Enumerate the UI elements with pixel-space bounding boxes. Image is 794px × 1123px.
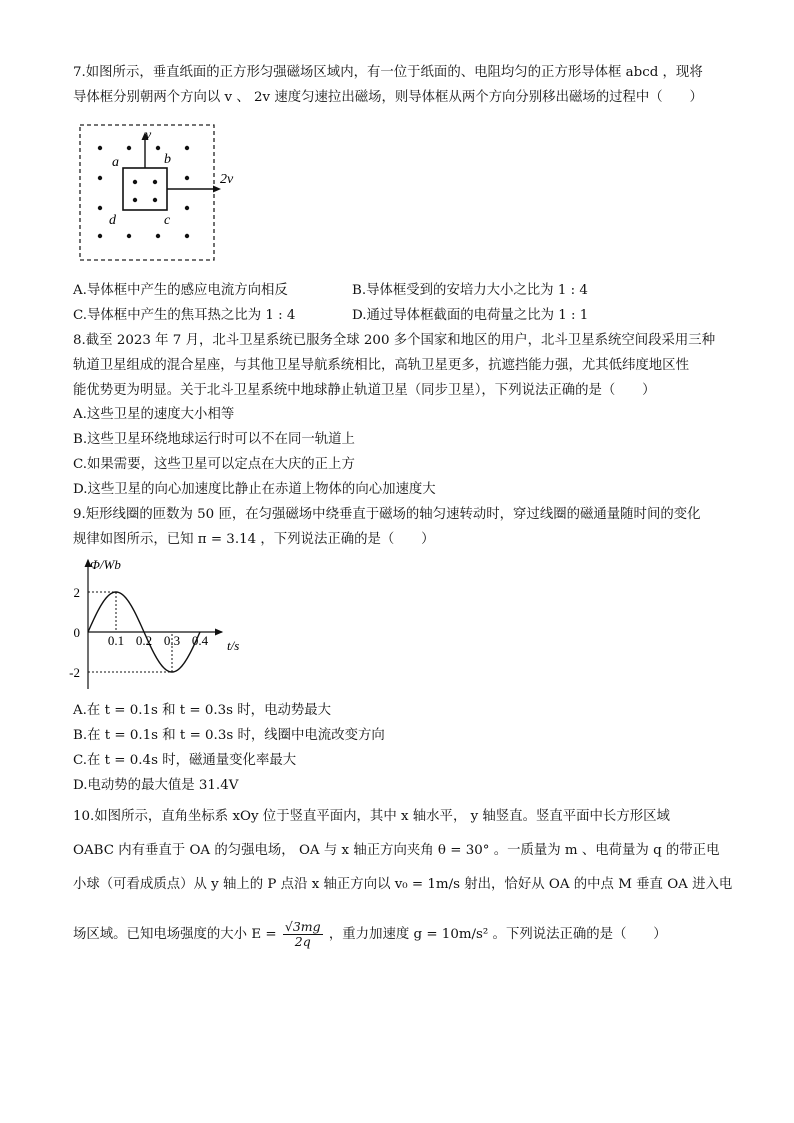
field-dot [156,234,160,238]
q8-line-3: 能优势更为明显。关于北斗卫星系统中地球静止轨道卫星（同步卫星），下列说法正确的是（ ） [73,383,656,398]
q8-option-a[interactable]: A.这些卫星的速度大小相等 [73,407,235,422]
label-b: b [164,152,171,167]
y-tick-label: -2 [69,665,80,680]
field-dot [98,234,102,238]
field-dot [185,206,189,210]
q10-line-4-text-a: 场区域。已知电场强度的大小 E = [73,927,277,942]
label-a: a [112,155,119,170]
q7-line-1: 7.如图所示，垂直纸面的正方形匀强磁场区域内，有一位于纸面的、电阻均匀的正方形导体框 abcd ，现将 [73,65,703,80]
chart-ylabel: Φ/Wb [90,557,121,572]
q10-line-2: OABC 内有垂直于 OA 的匀强电场， OA 与 x 轴正方向夹角 θ = 30° 。一质量为 m 、电荷量为 q 的带正电 [73,843,720,858]
y-tick-label: 0 [73,625,80,640]
q7-option-d[interactable]: D.通过导体框截面的电荷量之比为 1 : 1 [352,308,589,323]
field-dot [98,146,102,150]
field-dot [156,146,160,150]
q9-line-1: 9.矩形线圈的匝数为 50 匝，在匀强磁场中绕垂直于磁场的轴匀速转动时，穿过线圈的磁通量随时间的变化 [73,507,701,522]
field-dot [153,198,157,202]
x-tick-label: 0.3 [163,633,181,648]
q10-line-4 [73,920,667,949]
q8-line-1: 8.截至 2023 年 7 月，北斗卫星系统已服务全球 200 多个国家和地区的用户，北斗卫星系统空间段采用三种 [73,333,716,348]
x-tick-label: 0.2 [135,633,153,648]
q10-fraction-e [283,920,323,949]
q8-option-c[interactable]: C.如果需要，这些卫星可以定点在大庆的正上方 [73,457,355,472]
field-dot [127,146,131,150]
q9-option-d[interactable]: D.电动势的最大值是 31.4V [73,778,239,793]
q7-option-a[interactable]: A.导体框中产生的感应电流方向相反 [73,283,288,298]
field-dot [185,234,189,238]
q8-option-b[interactable]: B.这些卫星环绕地球运行时可以不在同一轨道上 [73,432,355,447]
label-d: d [109,213,116,228]
field-dot [98,206,102,210]
q9-option-b[interactable]: B.在 t = 0.1s 和 t = 0.3s 时，线圈中电流改变方向 [73,728,385,743]
x-tick-label: 0.4 [191,633,209,648]
q9-option-c[interactable]: C.在 t = 0.4s 时，磁通量变化率最大 [73,753,297,768]
q8-option-d[interactable]: D.这些卫星的向心加速度比静止在赤道上物体的向心加速度大 [73,482,436,497]
chart-xlabel: t/s [227,638,240,653]
field-dot [185,146,189,150]
q7-option-c[interactable]: C.导体框中产生的焦耳热之比为 1 : 4 [73,308,296,323]
field-dot [133,198,137,202]
label-c: c [164,213,171,228]
q7-figure-magnetic-field [72,120,252,265]
q10-line-3: 小球（可看成质点）从 y 轴上的 P 点沿 x 轴正方向以 v₀ = 1m/s 射出，恰好从 OA 的中点 M 垂直 OA 进入电 [73,877,733,892]
field-dot [98,176,102,180]
q7-line-2: 导体框分别朝两个方向以 v 、 2v 速度匀速拉出磁场，则导体框从两个方向分别移出磁场的过程中（ ） [73,90,703,105]
field-dot [127,234,131,238]
label-2v: 2v [220,172,234,187]
q9-line-2: 规律如图所示，已知 π = 3.14 ，下列说法正确的是（ ） [73,532,435,547]
label-v: v [145,128,152,143]
q7-option-b[interactable]: B.导体框受到的安培力大小之比为 1 : 4 [352,283,588,298]
fraction-numerator: √3mg [284,919,321,934]
q10-line-1: 10.如图所示，直角坐标系 xOy 位于竖直平面内，其中 x 轴水平， y 轴竖直。竖直平面中长方形区域 [73,809,670,824]
x-tick-label: 0.1 [107,633,125,648]
fraction-denominator: 2q [294,934,311,949]
field-dot [153,180,157,184]
y-tick-label: 2 [73,585,80,600]
q9-option-a[interactable]: A.在 t = 0.1s 和 t = 0.3s 时，电动势最大 [73,703,332,718]
q10-line-4-text-b: ，重力加速度 g = 10m/s² 。下列说法正确的是（ ） [328,927,667,942]
field-dot [185,176,189,180]
field-dot [133,180,137,184]
q9-flux-chart [69,554,262,694]
q8-line-2: 轨道卫星组成的混合星座，与其他卫星导航系统相比，高轨卫星更多，抗遮挡能力强，尤其低纬度地区性 [73,358,689,373]
